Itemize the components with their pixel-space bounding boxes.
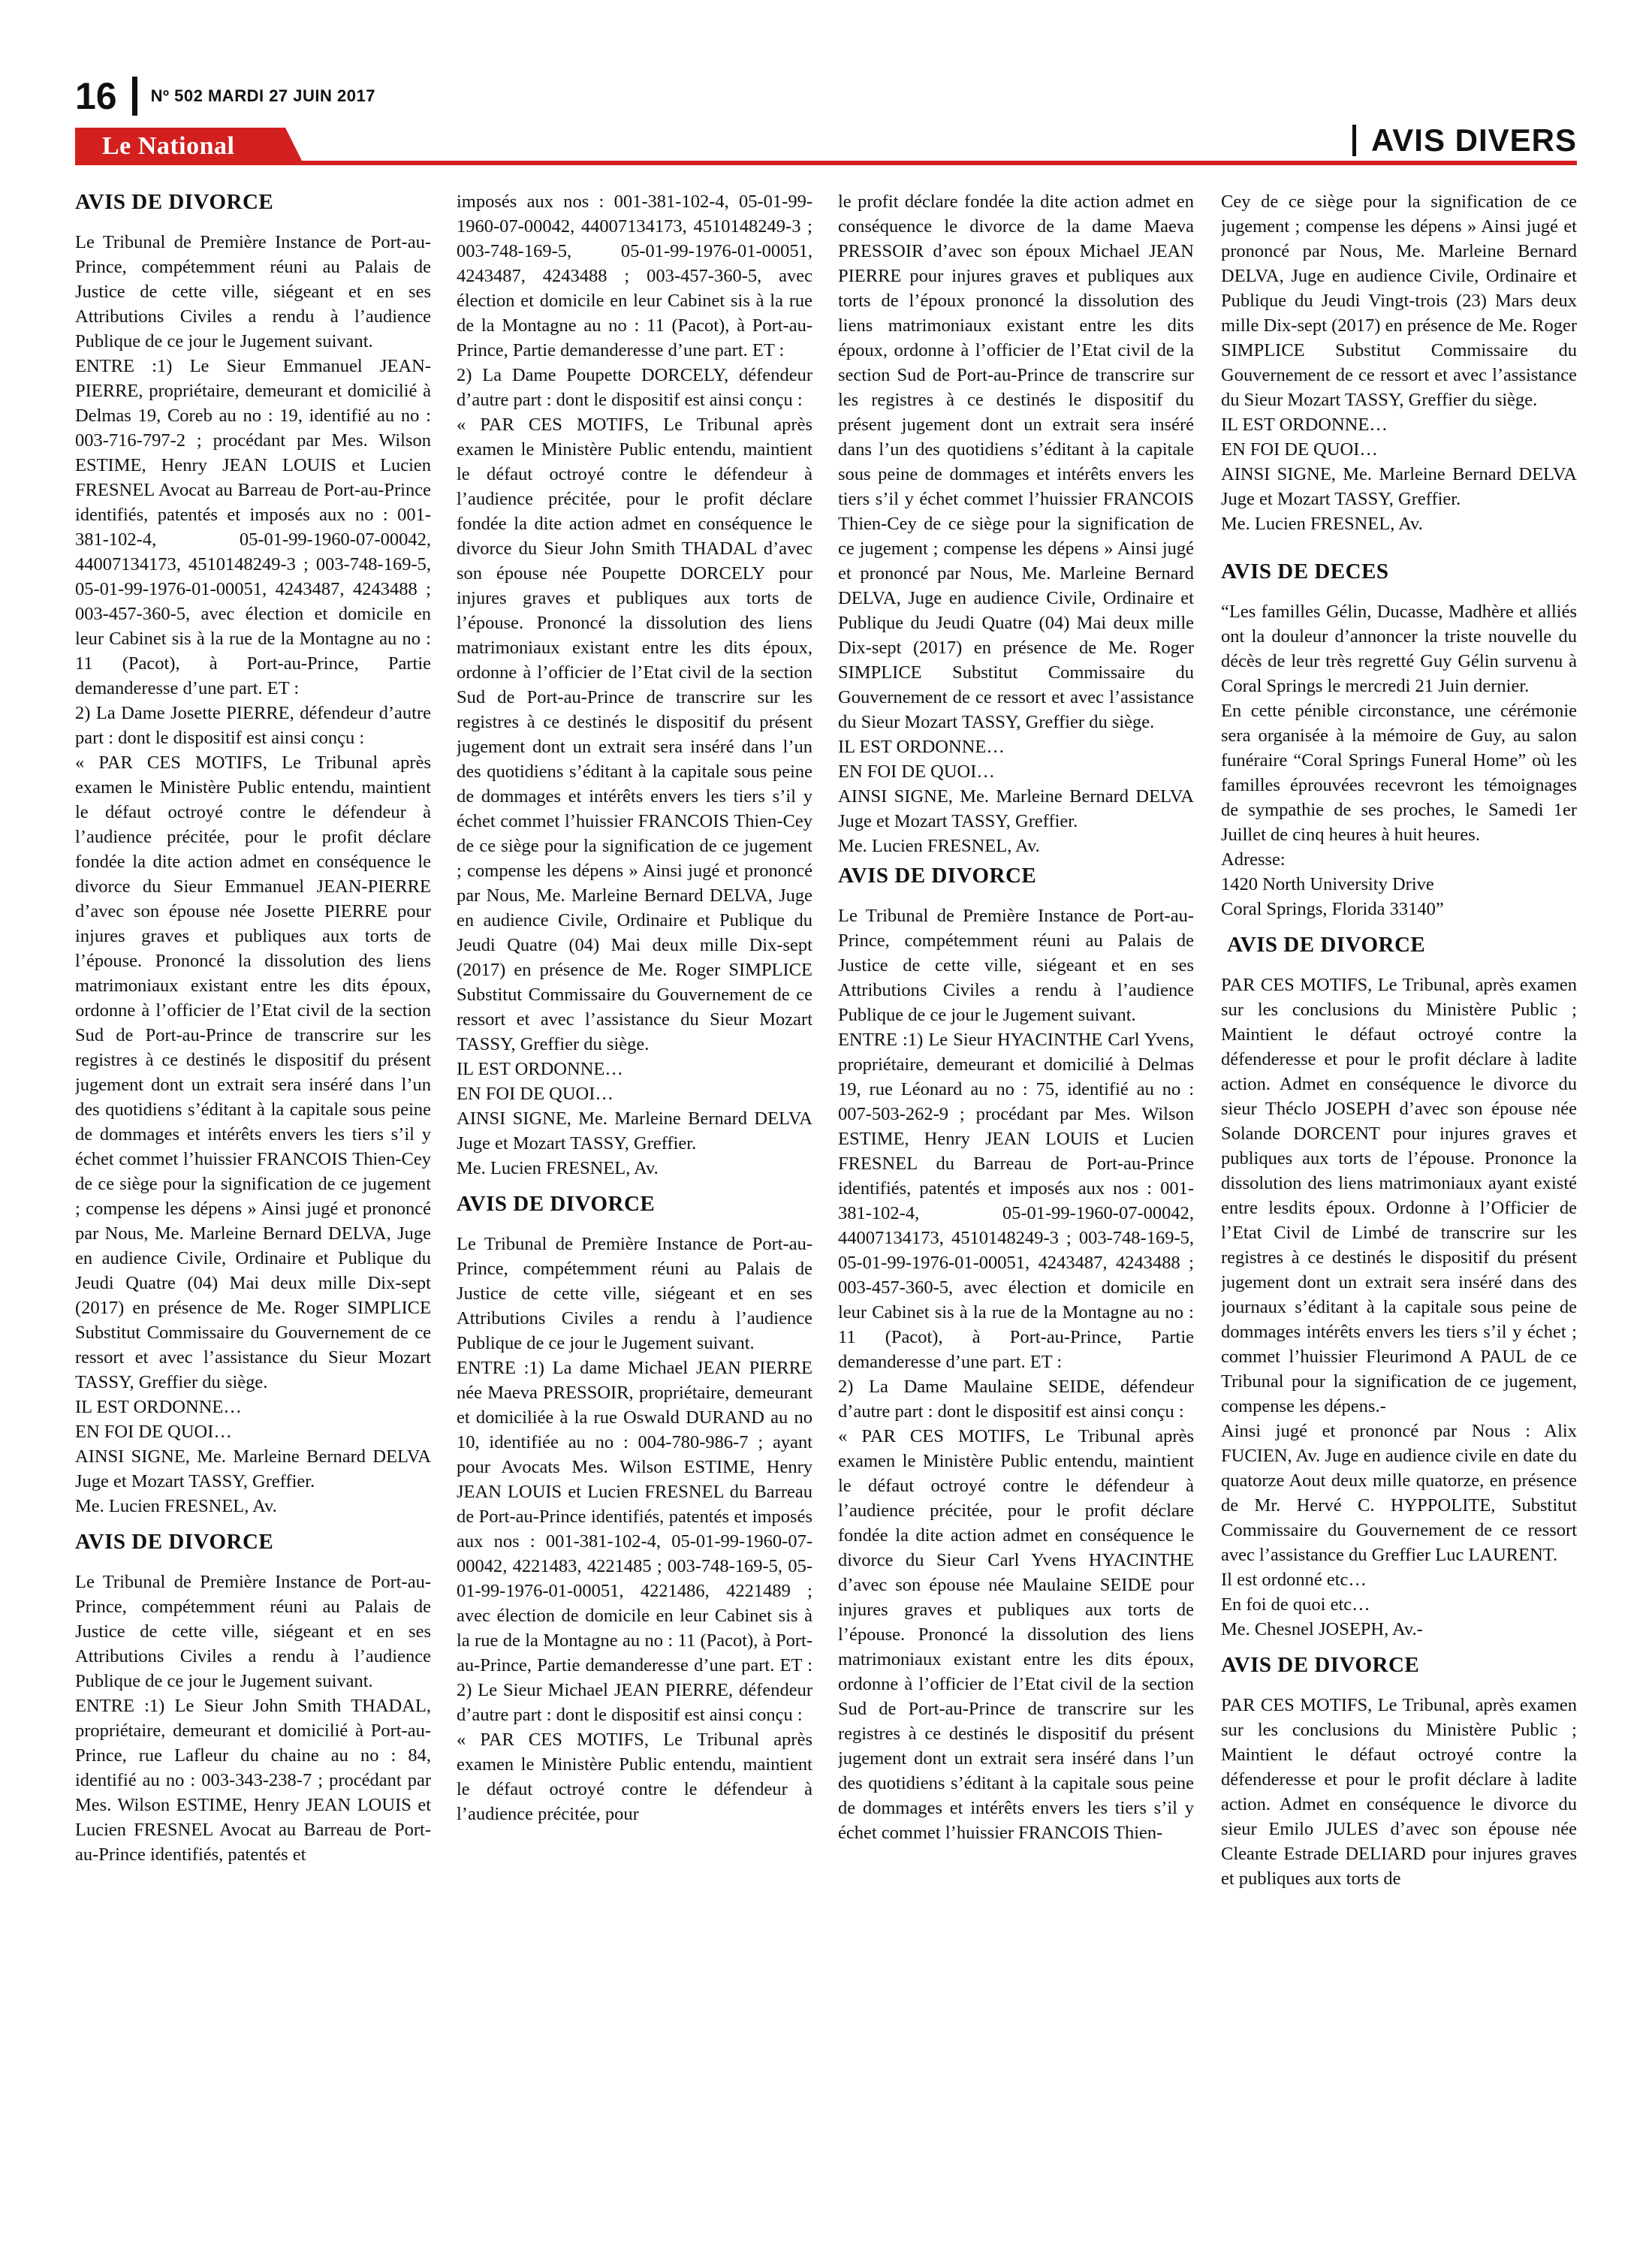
section-title bbox=[1352, 123, 1577, 158]
address-street: 1420 North University Drive bbox=[1221, 874, 1434, 894]
page-number: 16 bbox=[75, 75, 117, 117]
address-city: Coral Springs, Florida 33140” bbox=[1221, 899, 1444, 919]
notice-paragraph: ENTRE :1) Le Sieur HYACINTHE Carl Yvens, propriétaire, demeurant et domicilié à Delmas 19, rue Léonard au no : 75, identifié au no : 007-503-262-9 ; procédant par Mes. Wilson ESTIME, Henry JEAN LOUIS et Lucien FRESNEL du Barreau de Port-au-Prince identifiés, patentés et imposés aux nos : 001-381-102-4, 05-01-99-1960-07-00042, 44007134173, 4510148249-3 ; 003-748-169-5, 05-01-99-1976-01-00051, 4243487, 4243488 ; 003-457-360-5, avec élection et domicile en leur Cabinet sis à la rue de la Montagne au no : 11 (Pacot), à Port-au-Prince, Partie demanderesse d’une part. ET : bbox=[838, 1030, 1194, 1372]
notice-lawyer: Me. Lucien FRESNEL, Av. bbox=[75, 1496, 277, 1516]
notice-line: IL EST ORDONNE… bbox=[457, 1059, 623, 1079]
notice-heading: AVIS DE DIVORCE bbox=[457, 1192, 656, 1216]
notice-paragraph: « PAR CES MOTIFS, Le Tribunal après examen le Ministère Public entendu, maintient le défaut octroyé contre le défendeur à l’audience précitée, pour le profit déclare fondée la dite action admet en conséquence le divorce du Sieur John Smith THADAL d’avec son épouse née Poupette DORCELY pour injures graves et publiques aux torts de l’épouse. Prononcé la dissolution des liens matrimoniaux existant entre les dits époux, ordonne à l’officier de l’Etat civil de la section Sud de Port-au-Prince de transcrire sur les registres à ce destinés le dispositif du présent jugement dont un extrait sera inséré dans l’un des quotidiens s’éditant à la capitale sous peine de dommages et intérêts envers les tiers s’il y échet commet l’huissier FRANCOIS Thien-Cey de ce siège pour la signification de ce jugement ; compense les dépens » Ainsi jugé et prononcé par Nous, Me. Marleine Bernard DELVA, Juge en audience Civile, Ordinaire et Publique du Jeudi Quatre (04) Mai deux mille Dix-sept (2017) en présence de Me. Roger SIMPLICE Substitut Commissaire du Gouvernement de ce ressort et avec l’assistance du Sieur Mozart TASSY, Greffier du siège. bbox=[457, 415, 812, 1054]
notice-paragraph: Le Tribunal de Première Instance de Port-au-Prince, compétemment réuni au Palais de Justice de cette ville, siégeant et en ses Attributions Civiles a rendu à l’audience Publique de ce jour le Jugement suivant. bbox=[457, 1234, 812, 1353]
notice-line: En foi de quoi etc… bbox=[1221, 1594, 1370, 1615]
notice-paragraph: Le Tribunal de Première Instance de Port-au-Prince, compétemment réuni au Palais de Justice de cette ville, siégeant et en ses Attributions Civiles a rendu à l’audience Publique de ce jour le Jugement suivant. bbox=[75, 232, 431, 351]
issue-date: Nº 502 MARDI 27 JUIN 2017 bbox=[150, 86, 375, 105]
notice-paragraph: PAR CES MOTIFS, Le Tribunal, après examen sur les conclusions du Ministère Public ; Maintient le défaut octroyé contre la défenderesse et pour le profit déclare à ladite action. Admet en conséquence le divorce du sieur Emilo JULES d’avec son épouse née Cleante Estrade DELIARD pour injures graves et publiques aux torts de bbox=[1221, 1695, 1577, 1889]
notice-line: IL EST ORDONNE… bbox=[1221, 415, 1388, 435]
brand-band bbox=[75, 122, 1577, 165]
notice-paragraph: « PAR CES MOTIFS, Le Tribunal après examen le Ministère Public entendu, maintient le défaut octroyé contre le défendeur à l’audience précitée, pour bbox=[457, 1730, 812, 1824]
article-columns bbox=[75, 189, 1577, 2232]
section-name: AVIS DIVERS bbox=[1371, 122, 1577, 158]
notice-heading: AVIS DE DIVORCE bbox=[75, 190, 274, 214]
notice-signature: AINSI SIGNE, Me. Marleine Bernard DELVA Juge et Mozart TASSY, Greffier. bbox=[1221, 464, 1577, 509]
notice-paragraph: ENTRE :1) La dame Michael JEAN PIERRE née Maeva PRESSOIR, propriétaire, demeurant et domiciliée à la rue Oswald DURAND au no 10, identifiée au no : 004-780-986-7 ; ayant pour Avocats Mes. Wilson ESTIME, Henry JEAN LOUIS et Lucien FRESNEL du Barreau de Port-au-Prince identifiés, patentés et imposés aux nos : 001-381-102-4, 05-01-99-1960-07-00042, 4221483, 4221485 ; 003-748-169-5, 05-01-99-1976-01-00051, 4221486, 4221489 ; avec élection de domicile en leur Cabinet sis à la rue de la Montagne au no : 11 (Pacot), à Port-au-Prince, Partie demanderesse d’une part. ET : 2) Le Sieur Michael JEAN PIERRE, défendeur d’autre part : dont le dispositif est ainsi conçu : bbox=[457, 1358, 812, 1725]
column-2 bbox=[457, 189, 812, 2232]
header-divider bbox=[132, 77, 137, 116]
obituary-paragraph: “Les familles Gélin, Ducasse, Madhère et alliés ont la douleur d’annoncer la triste nouvelle du décès de leur très regretté Guy Gélin survenu à Coral Springs le mercredi 21 Juin dernier. bbox=[1221, 602, 1577, 696]
newspaper-name: Le National bbox=[102, 132, 235, 160]
notice-line: EN FOI DE QUOI… bbox=[1221, 439, 1378, 460]
notice-signature: AINSI SIGNE, Me. Marleine Bernard DELVA Juge et Mozart TASSY, Greffier. bbox=[75, 1446, 431, 1491]
notice-line: EN FOI DE QUOI… bbox=[838, 762, 995, 782]
brand-rule bbox=[293, 161, 1577, 165]
notice-heading: AVIS DE DIVORCE bbox=[1221, 1653, 1420, 1677]
notice-paragraph: le profit déclare fondée la dite action admet en conséquence le divorce de la dame Maeva PRESSOIR d’avec son époux Michael JEAN PIERRE pour injures graves et publiques aux torts de l’époux prononcé la dissolution des liens matrimoniaux existant entre les dits époux, ordonne à l’officier de l’Etat civil de la section Sud de Port-au-Prince de transcrire sur les registres à ce destinés le dispositif du présent jugement dont un extrait sera inséré dans l’un des quotidiens s’éditant à la capitale sous peine de dommages et intérêts envers les tiers s’il y échet commet l’huissier FRANCOIS Thien-Cey de ce siège pour la signification de ce jugement ; compense les dépens » Ainsi jugé et prononcé par Nous, Me. Marleine Bernard DELVA, Juge en audience Civile, Ordinaire et Publique du Jeudi Quatre (04) Mai deux mille Dix-sept (2017) en présence de Me. Roger SIMPLICE Substitut Commissaire du Gouvernement de ce ressort et avec l’assistance du Sieur Mozart TASSY, Greffier du siège. bbox=[838, 192, 1194, 732]
column-3 bbox=[838, 189, 1194, 2232]
notice-line: IL EST ORDONNE… bbox=[75, 1397, 242, 1417]
notice-signature: AINSI SIGNE, Me. Marleine Bernard DELVA Juge et Mozart TASSY, Greffier. bbox=[838, 786, 1194, 831]
notice-line: EN FOI DE QUOI… bbox=[75, 1422, 232, 1442]
notice-paragraph: Cey de ce siège pour la signification de ce jugement ; compense les dépens » Ainsi jugé et prononcé par Nous, Me. Marleine Bernard DELVA, Juge en audience Civile, Ordinaire et Publique du Jeudi Vingt-trois (23) Mars deux mille Dix-sept (2017) en présence de Me. Roger SIMPLICE Substitut Commissaire du Gouvernement de ce ressort et avec l’assistance du Sieur Mozart TASSY, Greffier du siège. bbox=[1221, 192, 1577, 410]
notice-paragraph: ENTRE :1) Le Sieur John Smith THADAL, propriétaire, demeurant et domicilié à Port-au-Prince, rue Lafleur du chaine au no : 84, identifié au no : 003-343-238-7 ; procédant par Mes. Wilson ESTIME, Henry JEAN LOUIS et Lucien FRESNEL Avocat au Barreau de Port-au-Prince identifiés, patentés et bbox=[75, 1696, 431, 1865]
page-header bbox=[75, 74, 375, 119]
notice-paragraph: 2) La Dame Josette PIERRE, défendeur d’autre part : dont le dispositif est ainsi conçu : bbox=[75, 703, 431, 748]
address-label: Adresse: bbox=[1221, 849, 1286, 870]
notice-paragraph: 2) La Dame Poupette DORCELY, défendeur d’autre part : dont le dispositif est ainsi conçu : bbox=[457, 365, 812, 410]
column-1 bbox=[75, 189, 431, 2232]
notice-lawyer: Me. Chesnel JOSEPH, Av.- bbox=[1221, 1619, 1423, 1639]
notice-heading: AVIS DE DECES bbox=[1221, 559, 1389, 584]
notice-paragraph: imposés aux nos : 001-381-102-4, 05-01-99-1960-07-00042, 44007134173, 4510148249-3 ; 003-748-169-5, 05-01-99-1976-01-00051, 4243487, 4243488 ; 003-457-360-5, avec élection et domicile en leur Cabinet sis à la rue de la Montagne au no : 11 (Pacot), à Port-au-Prince, Partie demanderesse d’une part. ET : bbox=[457, 192, 812, 360]
notice-signature: AINSI SIGNE, Me. Marleine Bernard DELVA Juge et Mozart TASSY, Greffier. bbox=[457, 1108, 812, 1154]
notice-lawyer: Me. Lucien FRESNEL, Av. bbox=[1221, 514, 1423, 534]
notice-heading: AVIS DE DIVORCE bbox=[1227, 933, 1426, 957]
notice-paragraph: « PAR CES MOTIFS, Le Tribunal après examen le Ministère Public entendu, maintient le défaut octroyé contre le défendeur à l’audience précitée, pour le profit déclare fondée la dite action admet en conséquence le divorce du Sieur Carl Yvens HYACINTHE d’avec son épouse née Maulaine SEIDE pour injures graves et publiques aux torts de l’épouse. Prononcé la dissolution des liens matrimoniaux existant entre les dits époux, ordonne à l’officier de l’Etat civil de la section Sud de Port-au-Prince de transcrire sur les registres à ce destinés le dispositif du présent jugement dont un extrait sera inséré dans l’un des quotidiens s’éditant à la capitale sous peine de dommages et intérêts envers les tiers s’il y échet commet l’huissier FRANCOIS Thien- bbox=[838, 1426, 1194, 1843]
notice-heading: AVIS DE DIVORCE bbox=[838, 864, 1037, 888]
notice-line: EN FOI DE QUOI… bbox=[457, 1084, 613, 1104]
obituary-paragraph: En cette pénible circonstance, une cérémonie sera organisée à la mémoire de Guy, au salon funéraire “Coral Springs Funeral Home” où les familles éprouvées recevront les témoignages de sympathie de ses proches, le Samedi 1er Juillet de cinq heures à huit heures. bbox=[1221, 701, 1577, 845]
notice-line: IL EST ORDONNE… bbox=[838, 737, 1005, 757]
section-divider bbox=[1352, 125, 1356, 156]
notice-paragraph: PAR CES MOTIFS, Le Tribunal, après examen sur les conclusions du Ministère Public ; Maintient le défaut octroyé contre la défenderesse et pour le profit déclare à ladite action. Admet en conséquence le divorce du sieur Théclo JOSEPH d’avec son épouse née Solande DORCENT pour injures graves et publiques aux torts de l’épouse. Prononce la dissolution des liens matrimoniaux ayant existé entre lesdits époux. Ordonne à l’Officier de l’Etat Civil de Limbé de transcrire sur les registres à ce destinés le dispositif du présent jugement dont un extrait sera inséré dans des journaux s’éditant à la capitale sous peine de dommages intérêts envers les tiers s’il y échet ; commet l’huissier Fleurimond A PAUL de ce Tribunal pour la signification de ce jugement, compense les dépens.- bbox=[1221, 975, 1577, 1416]
notice-paragraph: 2) La Dame Maulaine SEIDE, défendeur d’autre part : dont le dispositif est ainsi conçu : bbox=[838, 1377, 1194, 1422]
notice-paragraph: Le Tribunal de Première Instance de Port-au-Prince, compétemment réuni au Palais de Justice de cette ville, siégeant et en ses Attributions Civiles a rendu à l’audience Publique de ce jour le Jugement suivant. bbox=[838, 906, 1194, 1025]
column-4 bbox=[1221, 189, 1577, 2232]
notice-heading: AVIS DE DIVORCE bbox=[75, 1530, 274, 1554]
notice-paragraph: Ainsi jugé et prononcé par Nous : Alix FUCIEN, Av. Juge en audience civile en date du quatorze Aout deux mille quatorze, en présence de Mr. Hervé C. HYPPOLITE, Substitut Commissaire du Gouvernement de ce ressort avec l’assistance du Greffier Luc LAURENT. bbox=[1221, 1421, 1577, 1565]
notice-paragraph: Le Tribunal de Première Instance de Port-au-Prince, compétemment réuni au Palais de Justice de cette ville, siégeant et en ses Attributions Civiles a rendu à l’audience Publique de ce jour le Jugement suivant. bbox=[75, 1572, 431, 1691]
notice-paragraph: ENTRE :1) Le Sieur Emmanuel JEAN-PIERRE, propriétaire, demeurant et domicilié à Delmas 19, Coreb au no : 19, identifié au no : 003-716-797-2 ; procédant par Mes. Wilson ESTIME, Henry JEAN LOUIS et Lucien FRESNEL Avocat au Barreau de Port-au-Prince identifiés, patentés et imposés aux no : 001-381-102-4, 05-01-99-1960-07-00042, 44007134173, 4510148249-3 ; 003-748-169-5, 05-01-99-1976-01-00051, 4243487, 4243488 ; 003-457-360-5, avec élection et domicile en leur Cabinet sis à la rue de la Montagne au no : 11 (Pacot), à Port-au-Prince, Partie demanderesse d’une part. ET : bbox=[75, 356, 431, 698]
notice-line: Il est ordonné etc… bbox=[1221, 1570, 1367, 1590]
notice-paragraph: « PAR CES MOTIFS, Le Tribunal après examen le Ministère Public entendu, maintient le défaut octroyé contre le défendeur à l’audience précitée, pour le profit déclare fondée la dite action admet en conséquence le divorce du Sieur Emmanuel JEAN-PIERRE d’avec son épouse née Josette PIERRE pour injures graves et publiques aux torts de l’épouse. Prononcé la dissolution des liens matrimoniaux existant entre les dits époux, ordonne à l’officier de l’Etat civil de la section Sud de Port-au-Prince de transcrire sur les registres à ce destinés le dispositif du présent jugement dont un extrait sera inséré dans l’un des quotidiens s’éditant à la capitale sous peine de dommages et intérêts envers les tiers s’il y échet commet l’huissier FRANCOIS Thien-Cey de ce siège pour la signification de ce jugement ; compense les dépens » Ainsi jugé et prononcé par Nous, Me. Marleine Bernard DELVA, Juge en audience Civile, Ordinaire et Publique du Jeudi Quatre (04) Mai deux mille Dix-sept (2017) en présence de Me. Roger SIMPLICE Substitut Commissaire du Gouvernement de ce ressort et avec l’assistance du Sieur Mozart TASSY, Greffier du siège. bbox=[75, 753, 431, 1392]
notice-lawyer: Me. Lucien FRESNEL, Av. bbox=[457, 1158, 659, 1178]
notice-lawyer: Me. Lucien FRESNEL, Av. bbox=[838, 836, 1040, 856]
